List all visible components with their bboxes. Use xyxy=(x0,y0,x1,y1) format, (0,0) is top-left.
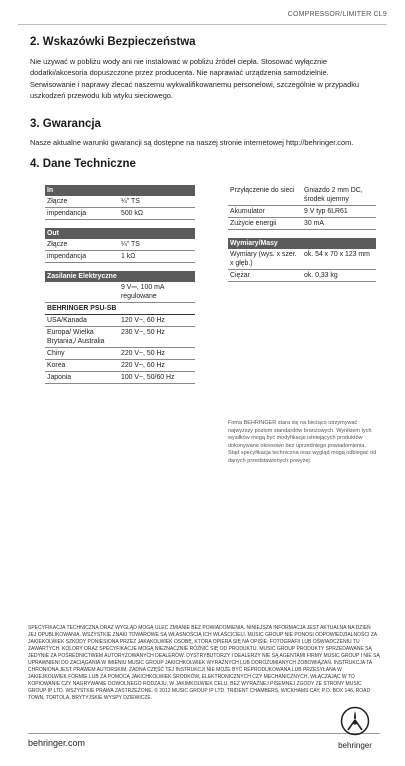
spec-label: Europa/ Wielka Brytania,/ Australia xyxy=(45,327,119,348)
spec-value: 500 kΩ xyxy=(119,208,195,220)
spec-header-dimensions: Wymiary/Masy xyxy=(228,238,376,249)
power-value: 9 V⎓, 100 mA regulowane xyxy=(119,282,195,303)
spec-table-right xyxy=(228,185,376,282)
section-title-warranty: 3. Gwarancja xyxy=(30,118,101,130)
spec-header-in: In xyxy=(45,185,195,196)
spec-label: Złącze xyxy=(45,196,119,208)
document-title: COMPRESSOR/LIMITER CL9 xyxy=(287,11,387,18)
spec-value: 9 V typ 6LR61 xyxy=(302,206,376,218)
page-header xyxy=(18,10,387,25)
spec-header-out: Out xyxy=(45,228,195,239)
footer-url: behringer.com xyxy=(28,738,86,748)
behringer-logo xyxy=(330,706,380,750)
spec-table-left xyxy=(45,185,195,384)
spec-label: Japonia xyxy=(45,372,119,384)
spec-value: 1 kΩ xyxy=(119,251,195,263)
spec-label: impendancja xyxy=(45,208,119,220)
spec-label: Chiny xyxy=(45,348,119,360)
behringer-logo-icon xyxy=(340,706,370,736)
spec-label: Korea xyxy=(45,360,119,372)
psu-label: BEHRINGER PSU-SB xyxy=(45,303,195,315)
spec-value: 220 V~, 60 Hz xyxy=(119,360,195,372)
spec-value: Gniazdo 2 mm DC, środek ujemny xyxy=(302,185,376,206)
spec-label: Ciężar xyxy=(228,270,302,282)
spec-label: Złącze xyxy=(45,239,119,251)
spec-change-note: Firma BEHRINGER stara się na bieżąco utrzymywać najwyższy poziom standardów branżowych. Wynikiem tych wysiłków mogą być modyfikacje istniejących produktów dokonywane okresowo bez uprzedniego powiadomienia. Stąd specyfikacja techniczna oraz wygląd mogą odbiegać od danych przedstawionych powyżej. xyxy=(228,420,377,464)
safety-text: Nie używać w pobliżu wody ani nie instalować w pobliżu źródeł ciepła. Stosować wyłącznie dodatki/akcesoria dopuszczone przez producenta. Nie naprawiać urządzenia samodzielnie. Serwisowanie i naprawy zlecać naszemu wykwalifikowanemu personelowi, szczególnie w przypadku uszkodzeń przewodu lub wtyku sieciowego. xyxy=(30,57,360,101)
spec-label: Przyłączenie do sieci xyxy=(228,185,302,206)
footer-divider xyxy=(28,733,380,734)
spec-value: 100 V~, 50/60 Hz xyxy=(119,372,195,384)
legal-text: SPECYFIKACJA TECHNICZNA ORAZ WYGLĄD MOGĄ ULEC ZMIANIE BEZ POWIADOMIENIA. NINIEJSZA INFORMACJA JEST AKTUALNA NA DZIEŃ JEJ OPUBLIKOWANIA. WSZYSTKIE ZNAKI TOWAROWE SĄ WŁASNOŚCIĄ ICH WŁAŚCICIELI. MUSIC GROUP NIE PONOSI ODPOWIEDZIALNOŚCI ZA JAKIEKOLWIEK SZKODY PONIESIONA PRZEZ JAKĄKOLWIEK OSOBĘ, KTÓRA OPIERA SIĘ NA OPISIE, FOTOGRAFII LUB OŚWIADCZENIU TU ZAWARTYCH. KOLORY ORAZ SPECYFIKACJE MOGĄ NIEZNACZNIE RÓŻNIĆ SIĘ OD PRODUKTU. MUSIC GROUP PRODUKTY SPRZEDAWANE SĄ JEDYNIE ZA POŚREDNICTWEM AUTORYZOWANYCH DEALERÓW. DYSTRYBUTORZY I DEALERZY NIE SĄ AGENTAMI FIRMY MUSIC GROUP I NIE SĄ UPRAWNIENI DO ZACIĄGANIA W IMIENIU MUSIC GROUP JAKICHKOLWIEK WYRAŹNYCH LUB DOROZUMIANYCH ZOBOWIĄZAŃ. INSTRUKCJA TA CHRONIONA JEST PRAWEM AUTORSKIM. ŻADNA CZĘŚĆ TEJ INSTRUKCJI NIE MOŻE BYĆ REPRODUKOWANA LUB PRZESYŁANA W JAKIEJKOLWIEK FORMIE LUB ZA POMOCĄ JAKICHKOLWIEK ŚRODKÓW, ELEKTRONICZNYCH CZY MECHANICZNYCH, WŁĄCZAJĄC W TO KOPIOWANIE CZY NAGRYWANIE DOWOLNEGO RODZAJU, W JAKIMKOLWIEK CELU, BEZ WYRAŹNEJ PISEMNEJ ZGODY ZE STRONY MUSIC GROUP IP LTD. WSZYSTKIE PRAWA ZASTRZEŻONE. © 2012 MUSIC GROUP IP LTD. TRIDENT CHAMBERS, WICKHAMS CAY, P.O. BOX 146, ROAD TOWN, TORTOLA, BRYTYJSKIE WYSPY DZIEWICZE. xyxy=(28,625,380,701)
spec-value: ¼" TS xyxy=(119,239,195,251)
spec-value: 220 V~, 50 Hz xyxy=(119,348,195,360)
spec-value: ok. 54 x 70 x 123 mm xyxy=(302,249,376,270)
warranty-text: Nasze aktualne warunki gwarancji są dostępne na naszej stronie internetowej http://behringer.com. xyxy=(30,138,354,147)
section-title-safety: 2. Wskazówki Bezpieczeństwa xyxy=(30,36,196,48)
logo-wordmark: behringer xyxy=(338,741,372,750)
spec-label: USA/Kanada xyxy=(45,315,119,327)
section-title-specs: 4. Dane Techniczne xyxy=(30,158,136,170)
spec-label: Zużycie energii xyxy=(228,218,302,230)
spec-value: 30 mA xyxy=(302,218,376,230)
spec-label: impendancja xyxy=(45,251,119,263)
spec-value: 230 V~, 50 Hz xyxy=(119,327,195,348)
spec-label: Akumulator xyxy=(228,206,302,218)
spec-label: Wymiary (wys. x szer. x głęb.) xyxy=(228,249,302,270)
spec-header-power: Zasilanie Elektryczne xyxy=(45,271,195,282)
spec-value: 120 V~, 60 Hz xyxy=(119,315,195,327)
spec-value: ok. 0,33 kg xyxy=(302,270,376,282)
spec-value: ¼" TS xyxy=(119,196,195,208)
